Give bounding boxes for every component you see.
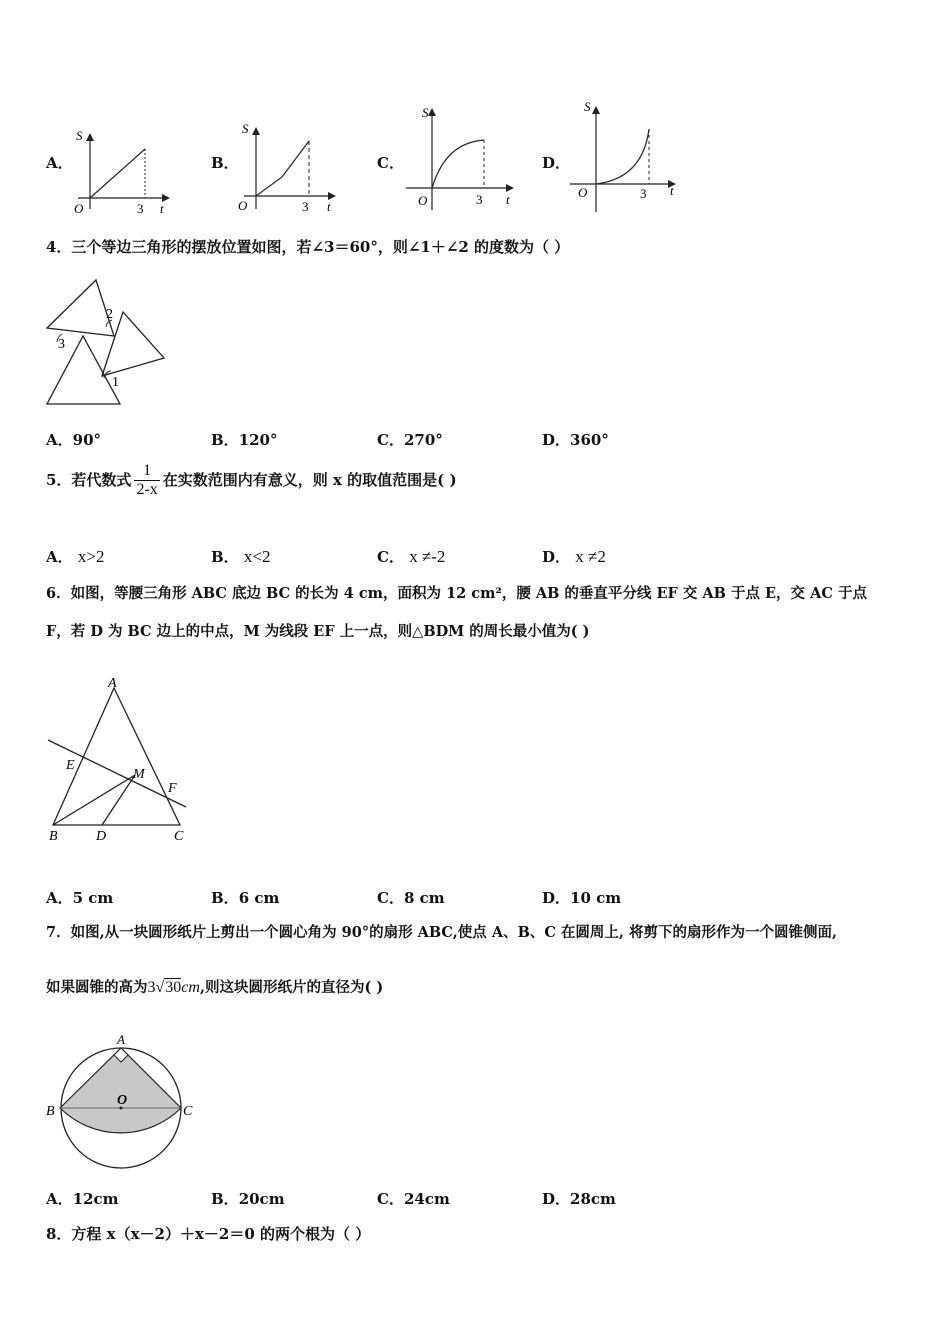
q3-d-s-label: S bbox=[584, 99, 591, 114]
q3-d-o-label: O bbox=[578, 185, 588, 200]
q4-option-d[interactable]: D．360° bbox=[542, 431, 609, 449]
q6-label-f: F bbox=[168, 781, 177, 796]
q5-fraction: $\frac{1}{2-x}$ bbox=[136, 462, 158, 499]
q6-option-b[interactable]: B．6 cm bbox=[211, 889, 280, 907]
q8-stem: 8．方程 x（x－2）＋x－2＝0 的两个根为（ ） bbox=[46, 1225, 371, 1243]
q4-option-b[interactable]: B．120° bbox=[211, 431, 278, 449]
q6-label-d: D bbox=[96, 829, 107, 844]
q4-option-a[interactable]: A．90° bbox=[46, 431, 102, 449]
q7-option-b[interactable]: B．20cm bbox=[211, 1190, 285, 1208]
q5-option-c[interactable]: C． x ≠-2 bbox=[377, 547, 446, 566]
q5-option-d[interactable]: D． x ≠2 bbox=[542, 547, 606, 566]
q4-stem: 4．三个等边三角形的摆放位置如图，若∠3＝60°，则∠1＋∠2 的度数为（ ） bbox=[46, 238, 570, 256]
q3-a-s-label: S bbox=[76, 128, 83, 143]
q7-label-b: B bbox=[46, 1104, 55, 1119]
q3-b-line bbox=[256, 141, 309, 196]
q7-label-c: C bbox=[183, 1104, 193, 1119]
q5-option-b[interactable]: B． x<2 bbox=[211, 547, 271, 566]
q6-stem-line2: F，若 D 为 BC 边上的中点，M 为线段 EF 上一点，则△BDM 的周长最小值为( ) bbox=[46, 623, 590, 640]
q6-label-a: A bbox=[108, 676, 117, 691]
q6-label-e: E bbox=[66, 758, 75, 773]
q4-figure bbox=[40, 272, 175, 412]
q7-figure bbox=[40, 1030, 205, 1175]
q7-stem-line1: 7．如图,从一块圆形纸片上剪出一个圆心角为 90°的扇形 ABC,使点 A、B、C 在圆周上, 将剪下的扇形作为一个圆锥侧面, bbox=[46, 924, 838, 941]
q3-a-t-label: t bbox=[160, 201, 164, 216]
q3-b-t-label: t bbox=[327, 199, 331, 214]
q4-angle-1-label: 1 bbox=[112, 375, 119, 390]
q3-a-3-label: 3 bbox=[137, 201, 144, 216]
q7-option-d[interactable]: D．28cm bbox=[542, 1190, 616, 1208]
q6-option-a[interactable]: A．5 cm bbox=[46, 889, 114, 907]
q3-option-c[interactable]: C． bbox=[377, 154, 404, 172]
q3-d-t-label: t bbox=[670, 183, 674, 198]
q7-stem-line2: 如果圆锥的高为3√30cm,则这块圆形纸片的直径为( ) bbox=[46, 979, 384, 996]
q6-figure bbox=[40, 672, 195, 847]
q3-a-line bbox=[90, 149, 145, 198]
q6-label-c: C bbox=[174, 829, 184, 844]
q3-graph-a bbox=[64, 125, 174, 217]
q7-label-o: O bbox=[117, 1093, 128, 1108]
q3-graph-d bbox=[566, 96, 682, 216]
q3-c-curve bbox=[432, 140, 484, 188]
q3-a-o-label: O bbox=[74, 201, 84, 216]
q3-graph-b bbox=[230, 117, 342, 217]
q5-option-a[interactable]: A． x>2 bbox=[46, 547, 105, 566]
q7-option-a[interactable]: A．12cm bbox=[46, 1190, 119, 1208]
q6-option-c[interactable]: C．8 cm bbox=[377, 889, 445, 907]
q7-label-a: A bbox=[117, 1032, 125, 1047]
q6-label-b: B bbox=[49, 829, 58, 844]
q3-c-t-label: t bbox=[506, 192, 510, 207]
q7-option-c[interactable]: C．24cm bbox=[377, 1190, 450, 1208]
q3-c-o-label: O bbox=[418, 193, 428, 208]
q4-option-c[interactable]: C．270° bbox=[377, 431, 443, 449]
q3-option-b[interactable]: B． bbox=[211, 154, 239, 172]
q6-option-d[interactable]: D．10 cm bbox=[542, 889, 622, 907]
q3-b-s-label: S bbox=[242, 121, 249, 136]
q4-angle-2-label: 2 bbox=[106, 307, 113, 322]
q6-label-m: M bbox=[133, 767, 145, 782]
q4-angle-3-label: 3 bbox=[58, 337, 65, 352]
q3-c-s-label: S bbox=[422, 105, 429, 120]
q3-option-a[interactable]: A． bbox=[46, 154, 73, 172]
q3-b-o-label: O bbox=[238, 198, 248, 213]
q3-c-3-label: 3 bbox=[476, 192, 483, 207]
q3-d-curve bbox=[596, 129, 649, 184]
q3-option-d[interactable]: D． bbox=[542, 154, 571, 172]
q7-height-expr: 3√30cm bbox=[147, 979, 200, 996]
q3-d-3-label: 3 bbox=[640, 186, 647, 201]
q6-stem-line1: 6．如图，等腰三角形 ABC 底边 BC 的长为 4 cm，面积为 12 cm²，腰 AB 的垂直平分线 EF 交 AB 于点 E，交 AC 于点 bbox=[46, 585, 867, 602]
q3-graph-c bbox=[400, 100, 520, 215]
q3-b-3-label: 3 bbox=[302, 199, 309, 214]
q5-stem: 5．若代数式 $\frac{1}{2-x}$ 在实数范围内有意义，则 x 的取值范围是( ) bbox=[46, 462, 457, 499]
